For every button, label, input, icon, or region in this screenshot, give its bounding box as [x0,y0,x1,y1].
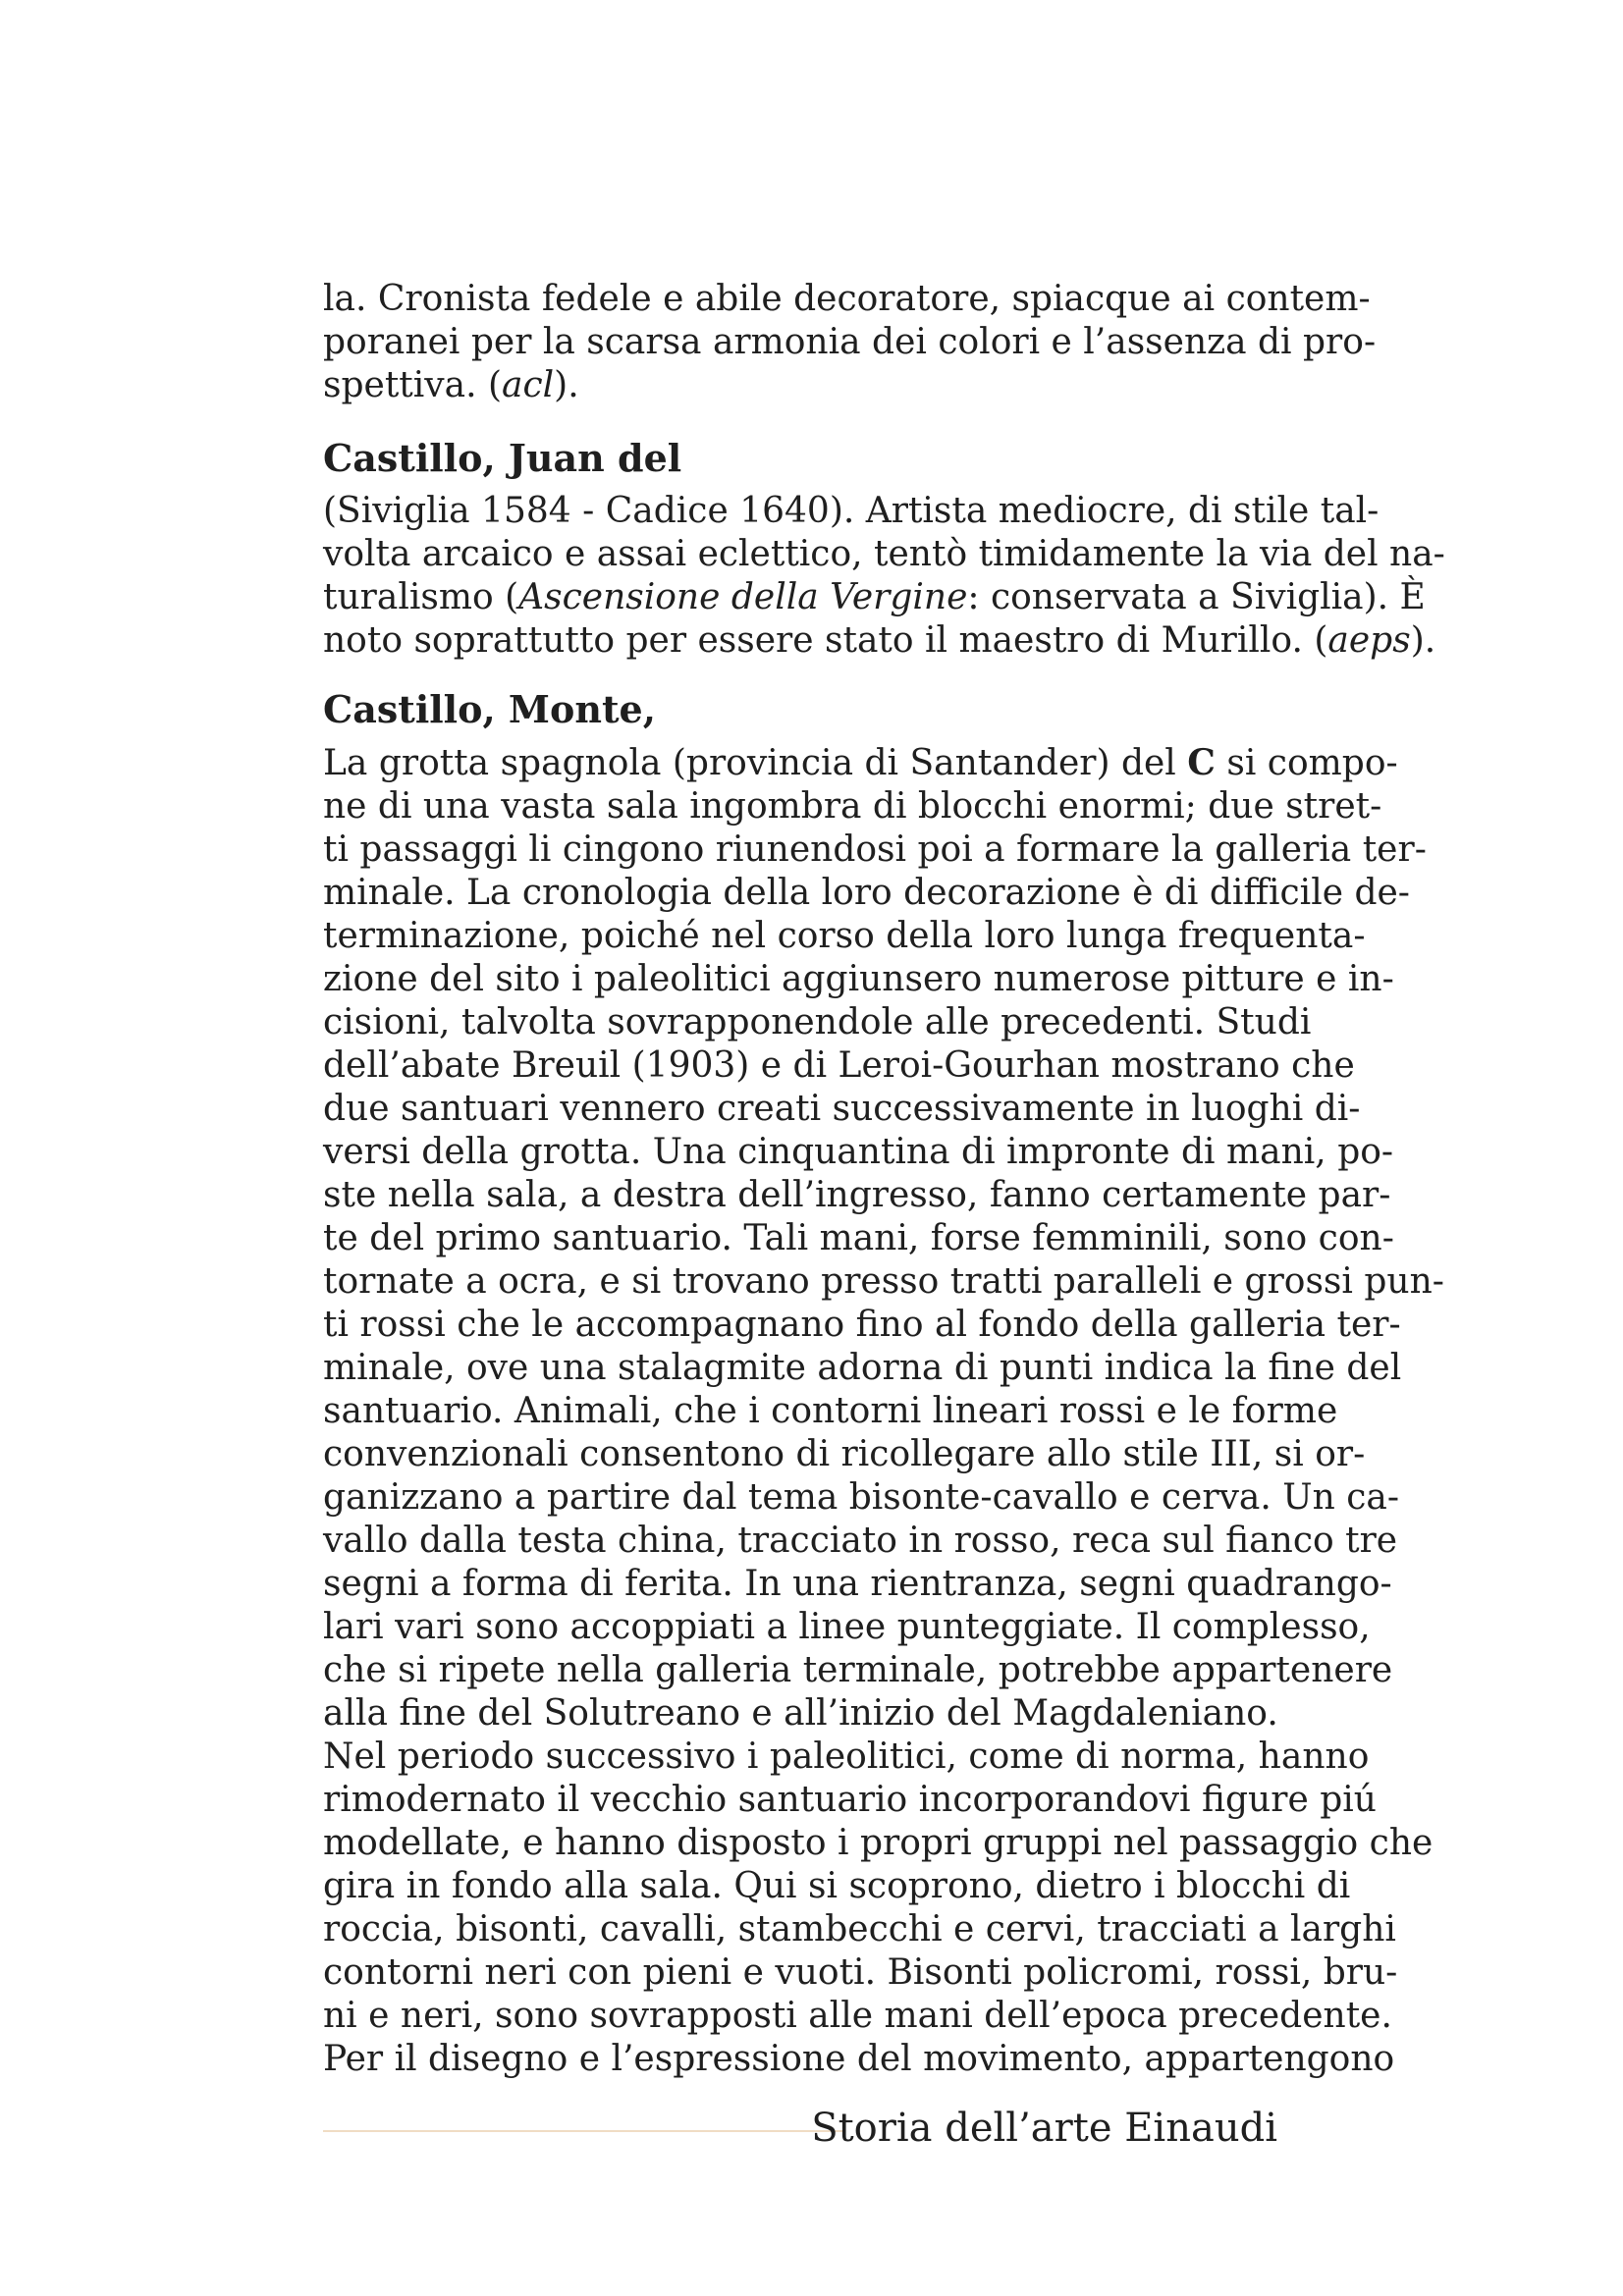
text-line: Nel periodo successivo i paleolitici, come di norma, hanno [323,1736,1370,1777]
text-line: noto soprattutto per essere stato il maestro di Murillo. (aeps). [323,620,1436,661]
text-line: minale. La cronologia della loro decorazione è di difficile de- [323,873,1410,913]
text-line: ste nella sala, a destra dell’ingresso, fanno certamente par- [323,1175,1391,1215]
text-line: convenzionali consentono di ricollegare allo stile III, si or- [323,1434,1366,1474]
text-line: la. Cronista fedele e abile decoratore, spiacque ai contem- [323,279,1371,319]
text-line: cisioni, talvolta sovrapponendole alle precedenti. Studi [323,1002,1312,1042]
text-line: ti rossi che le accompagnano fino al fondo della galleria ter- [323,1305,1401,1345]
text-line: contorni neri con pieni e vuoti. Bisonti policromi, rossi, bru- [323,1952,1398,1993]
text-line: versi della grotta. Una cinquantina di impronte di mani, po- [323,1132,1394,1172]
text-line: ni e neri, sono sovrapposti alle mani dell’epoca precedente. [323,1996,1392,2036]
text-line: segni a forma di ferita. In una rientranza, segni quadrango- [323,1564,1392,1604]
author-initials: aeps [1327,620,1411,661]
text-line: ti passaggi li cingono riunendosi poi a formare la galleria ter- [323,829,1427,870]
entry-abbrev: C [1187,742,1216,783]
entry-paragraph [323,741,1444,2081]
text-line: terminazione, poiché nel corso della loro lunga frequenta- [323,916,1366,956]
text-line: turalismo (Ascensione della Vergine: conservata a Siviglia). È [323,577,1426,617]
text-line: volta arcaico e assai eclettico, tentò timidamente la via del na- [323,534,1445,574]
artwork-title: Ascensione della Vergine [518,577,968,617]
text-line: spettiva. (acl). [323,365,579,405]
text-line: lari vari sono accoppiati a linee punteggiate. Il complesso, [323,1607,1371,1647]
entry-title: Castillo, Monte, [323,687,656,731]
author-initials: acl [502,365,555,405]
text-line: santuario. Animali, che i contorni lineari rossi e le forme [323,1391,1338,1431]
entry-title: Castillo, Juan del [323,436,682,480]
text-line: tornate a ocra, e si trovano presso tratti paralleli e grossi pun- [323,1261,1444,1302]
text-line: modellate, e hanno disposto i propri gruppi nel passaggio che [323,1823,1434,1863]
footer-rule [323,2130,843,2132]
text-line: (Siviglia 1584 - Cadice 1640). Artista mediocre, di stile tal- [323,491,1380,531]
text-line: due santuari vennero creati successivamente in luoghi di- [323,1089,1361,1129]
page-body [323,278,1445,2081]
text-line: minale, ove una stalagmite adorna di punti indica la fine del [323,1348,1402,1388]
text-line: alla fine del Solutreano e all’inizio del Magdaleniano. [323,1693,1278,1734]
text-line: zione del sito i paleolitici aggiunsero numerose pitture e in- [323,959,1394,999]
text-line: vallo dalla testa china, tracciato in rosso, reca sul fianco tre [323,1521,1398,1561]
entry-paragraph [323,490,1445,663]
text-line: Per il disegno e l’espressione del movimento, appartengono [323,2039,1395,2079]
text-line: ganizzano a partire dal tema bisonte-cavallo e cerva. Un ca- [323,1477,1400,1518]
text-line: che si ripete nella galleria terminale, potrebbe appartenere [323,1650,1393,1690]
text-line: ne di una vasta sala ingombra di blocchi enormi; due stret- [323,786,1382,827]
text-line: gira in fondo alla sala. Qui si scoprono, dietro i blocchi di [323,1866,1351,1906]
text-line: dell’abate Breuil (1903) e di Leroi-Gourhan mostrano che [323,1045,1355,1086]
text-line: poranei per la scarsa armonia dei colori e l’assenza di pro- [323,322,1377,362]
page-footer [323,2101,1277,2156]
text-line: roccia, bisonti, cavalli, stambecchi e cervi, tracciati a larghi [323,1909,1396,1949]
text-line: te del primo santuario. Tali mani, forse femminili, sono con- [323,1218,1394,1258]
intro-paragraph [323,278,1377,407]
footer-title: Storia dell’arte Einaudi [811,2106,1277,2151]
text-line: La grotta spagnola (provincia di Santander) del C si compo- [323,742,1398,783]
text-line: rimodernato il vecchio santuario incorporandovi figure piú [323,1780,1377,1820]
